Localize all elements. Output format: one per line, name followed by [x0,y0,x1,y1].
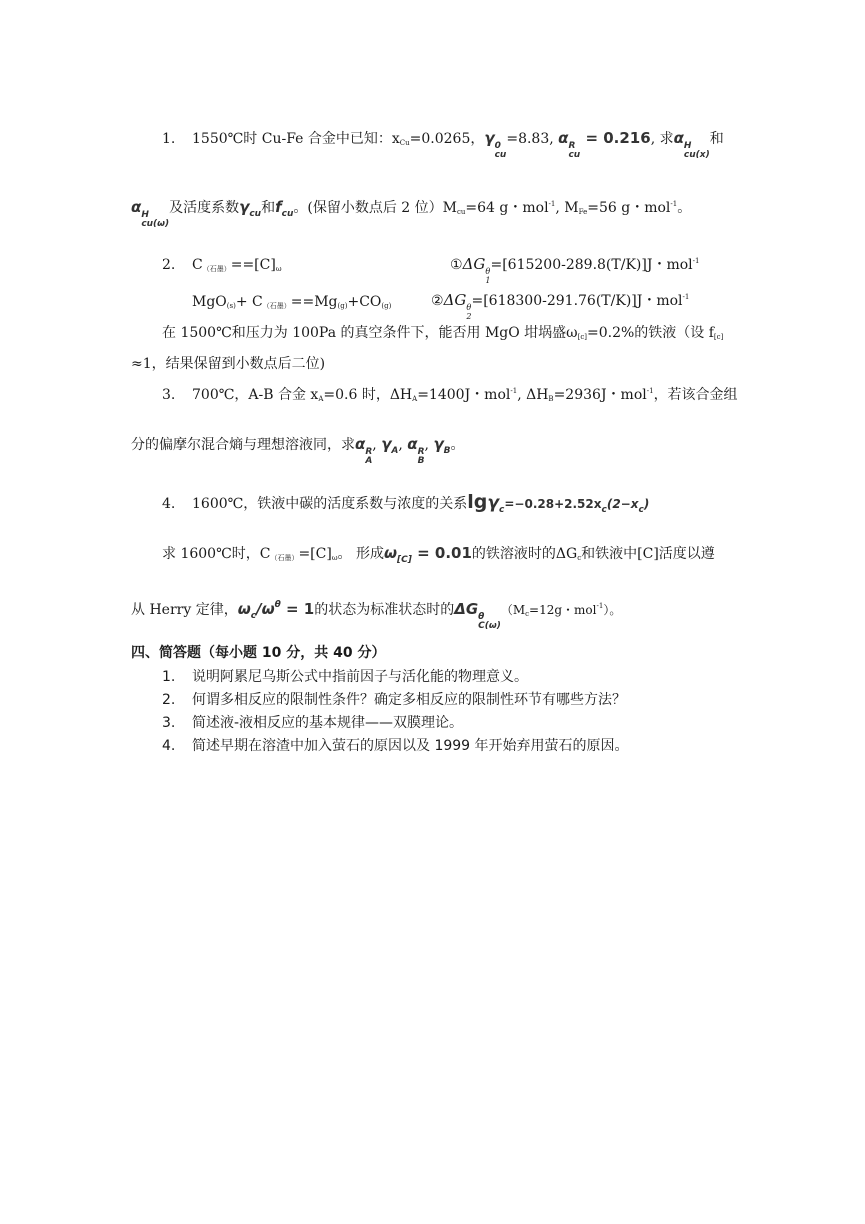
q2-r2d-sub: (g) [381,302,392,310]
q2-r1a: C [192,257,203,273]
q1-line1 [162,131,724,160]
q2-r1b: ==[C] [230,257,276,273]
item-text: 简述早期在溶渣中加入萤石的原因以及 1999 年开始弃用萤石的原因。 [192,738,629,754]
item-number: 3. [162,715,176,731]
q4-l2a: 求 1600℃时，C [162,546,271,562]
q4-mc-sub: c [525,610,530,618]
q2-r1a-sub: （石墨） [202,265,231,273]
q3-line2 [131,437,465,466]
item-text: 简述液-液相反应的基本规律——双膜理论。 [192,715,464,731]
q3-p6: ，若该合金组 [653,387,738,403]
q1-text-d: , 求 [650,131,674,147]
q1-text-l: 。 [677,200,692,216]
q4-line1 [162,493,649,515]
q1-fcu: fcu [275,198,294,219]
q1-alphaHw: α H cu(ω) [131,198,170,229]
q1-text-f: 及活度系数 [169,200,240,216]
q4-line3 [131,601,621,631]
q2-line1 [162,258,282,273]
q4-ratio: ωc/ωθ = 1 [237,600,315,621]
q2-eq1-exp: -1 [692,257,700,265]
q3-gammaA: γA [381,435,399,456]
q4-l3d: =12g・mol [529,603,597,617]
q1-number: 1. [162,131,176,147]
q2-t1: 在 1500℃和压力为 100Pa 的真空条件下，能否用 MgO 坩埚盛ω [162,325,578,341]
q1-gammacu: γcu [239,198,262,219]
q2-eq2-dg: ΔG θ 2 [443,291,472,321]
q3-p5: =2936J・mol [553,387,647,403]
q3-exp2: -1 [646,387,654,395]
q1-text-g: 和 [261,200,276,216]
q1-text-j: , M [555,200,579,216]
q3-line1 [162,388,738,403]
q4-number: 4. [162,496,176,512]
q2-eq1-dg: ΔG θ 1 [462,255,491,285]
q4-l3a: 从 Herry 定律， [131,602,238,618]
q2-r2a: MgO [192,294,227,310]
q1-mcu-sub: cu [456,208,466,216]
q4-l3c: （M [500,603,526,617]
q2-eq2-val: =[618300-291.76(T/K)]J・mol [471,293,683,309]
q4-omega: ω[C] = 0.01 [384,544,472,565]
q2-t3: ≈1，结果保留到小数点后二位) [131,356,326,372]
q4-p1: 1600℃，铁液中碳的活度系数与浓度的关系 [192,496,468,512]
q1-gamma0: γ 0 cu [484,129,507,160]
q3-ha-sub: A [412,395,418,403]
q1-exp1: -1 [548,200,556,208]
q1-text-b: =0.0265， [409,131,485,147]
item-text: 何谓多相反应的限制性条件？确定多相反应的限制性环节有哪些方法？ [192,692,626,708]
q1-text-c: =8.83, [506,131,554,147]
q2-r2c-sub: (g) [337,302,348,310]
q1-text-k: =56 g・mol [587,200,671,216]
q3-sep2: , [398,437,408,453]
q3-sep1: , [372,437,382,453]
q1-alphaHx: α H cu(x) [673,129,710,160]
item-number: 4. [162,738,176,754]
q2-r2b-sub: （石墨） [262,302,291,310]
item-number: 1. [162,669,176,685]
q4-l3e: ）。 [603,603,622,617]
q1-text-e: 和 [709,131,724,147]
q4-l2c: 。 形成 [337,546,384,562]
q2-eq2 [431,293,689,321]
q2-r2b: + C [235,294,263,310]
q1-mfe-sub: Fe [578,208,588,216]
list-item [162,693,626,707]
item-number: 2. [162,692,176,708]
q3-p2: =0.6 时，ΔH [323,387,413,403]
list-item [162,670,528,684]
q4-l2e: 和铁液中[C]活度以遵 [581,546,715,562]
q1-xcu-sub: Cu [399,139,410,147]
q2-eq2-mark: ② [431,293,444,309]
q2-number: 2. [162,257,176,273]
q2-line3 [162,326,723,341]
q3-end: 。 [450,437,465,453]
q2-t2-sub: [c] [713,333,724,341]
q3-gammaB: γB [433,435,451,456]
q3-exp1: -1 [510,387,518,395]
list-item [162,739,629,753]
q2-r1b-sub: ω [275,265,282,273]
q1-text-h: 。(保留小数点后 2 位）M [293,200,457,216]
q1-text-a: 1550℃时 Cu-Fe 合金中已知：x [192,131,400,147]
q3-sep3: , [424,437,434,453]
q2-r2a-sub: (s) [226,302,236,310]
q3-hb-sub: B [548,395,554,403]
q4-mc-exp: -1 [596,602,604,610]
q3-p3: =1400J・mol [417,387,511,403]
q4-l2b-sub: ω [331,554,338,562]
q2-eq2-exp: -1 [682,293,690,301]
q4-l2d-sub: c [577,554,582,562]
q1-text-i: =64 g・mol [465,200,549,216]
q1-line2 [131,200,691,229]
q4-l2b: =[C] [298,546,332,562]
q4-l2d: 的铁溶液时的ΔG [471,546,578,562]
q2-t2: =0.2%的铁液（设 f [586,325,714,341]
section4-heading: 四、简答题（每小题 10 分，共 40 分） [131,645,386,661]
q1-alphaR: α R cu = 0.216 [558,129,651,160]
item-text: 说明阿累尼乌斯公式中指前因子与活化能的物理意义。 [192,669,528,685]
q4-dg: ΔG θ C(ω) [454,600,501,631]
q3-alphaB: α R B [407,435,425,466]
q1-exp2: -1 [670,200,678,208]
list-item [162,716,463,730]
q3-number: 3. [162,387,176,403]
q2-eq1-val: =[615200-289.8(T/K)]J・mol [490,257,693,273]
q3-alphaA: α R A [355,435,373,466]
q2-eq1 [450,257,699,285]
q4-line2 [162,546,715,565]
q2-t1-sub: [c] [577,333,587,341]
q4-formula: lgγc=−0.28+2.52xc(2−xc) [467,491,650,515]
q3-xa-sub: A [318,395,324,403]
q3-p4: , ΔH [517,387,549,403]
q2-r2d: +CO [347,294,382,310]
q3-p1: 700℃，A-B 合金 x [192,387,319,403]
q2-r2c: ==Mg [290,294,338,310]
q2-line4 [131,357,325,371]
q4-l2a-sub: （石墨） [270,554,299,562]
q4-l3b: 的状态为标准状态时的 [314,602,455,618]
q3-l2: 分的偏摩尔混合熵与理想溶液同，求 [131,437,355,453]
q2-line2 [192,295,391,310]
q2-eq1-mark: ① [450,257,463,273]
